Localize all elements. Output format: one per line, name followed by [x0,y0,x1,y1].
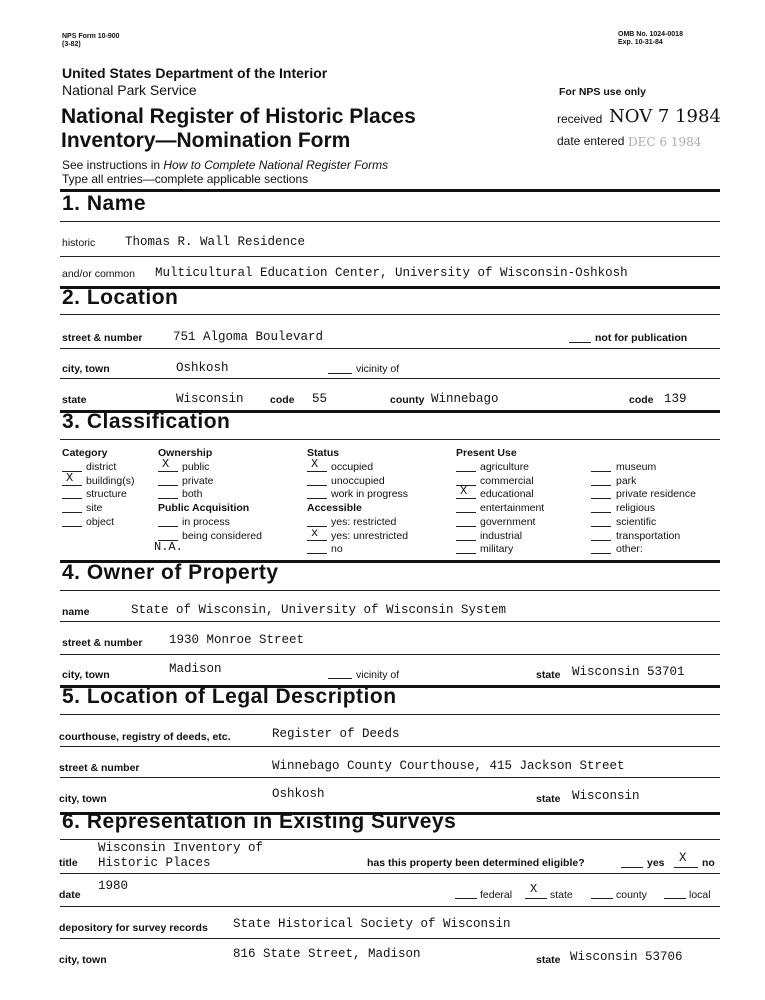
section-divider [60,189,720,192]
category-mark-1: X [66,470,74,485]
present-use-item-scientific: scientific [616,515,657,528]
not-for-publication-label: not for publication [595,332,688,344]
accessible-heading: Accessible [307,502,362,514]
depository-label: depository for survey records [59,922,208,934]
present-use-item-military: military [480,543,514,556]
owner-state-field[interactable]: Wisconsin 53701 [572,665,685,679]
present-use-item-educational: educational [480,488,534,501]
present-use-item-park: park [616,474,637,487]
legal-city-field[interactable]: Oshkosh [272,787,325,801]
legal-state-field[interactable]: Wisconsin [572,789,640,803]
rule [60,839,720,840]
ownership-checkbox-0[interactable] [158,471,178,472]
state-code-label: code [270,394,295,406]
present-use-checkbox-a5[interactable] [456,540,476,541]
status-item-0: occupied [331,461,374,473]
rule [60,314,720,315]
present-use-item-agriculture: agriculture [480,461,530,473]
present-use-item-government: government [480,515,536,528]
rule [60,378,720,379]
instructions-title: How to Complete National Register Forms [163,158,389,172]
present-use-checkbox-b5[interactable] [591,540,611,541]
ownership-item-2: both [182,488,203,501]
rule [60,938,720,939]
level-label-federal: federal [480,889,513,901]
category-checkbox-2[interactable] [62,498,82,499]
present-use-checkbox-a0[interactable] [456,471,476,472]
courthouse-label: courthouse, registry of deeds, etc. [59,731,231,743]
category-item-4: object [86,515,115,528]
owner-street-label: street & number [62,637,143,649]
instructions-line-1 [62,158,388,172]
yes-checkbox-line[interactable] [621,867,643,868]
acquisition-note: N.A. [154,540,183,554]
state-label: state [62,394,87,406]
form-title-line-2: Inventory—Nomination Form [61,129,351,152]
courthouse-field[interactable]: Register of Deeds [272,727,400,741]
level-checkbox-federal[interactable] [455,898,477,899]
present-use-checkbox-b2[interactable] [591,498,611,499]
present-use-checkbox-b4[interactable] [591,526,611,527]
owner-vicinity-label: vicinity of [356,669,400,681]
present-use-item-commercial: commercial [480,474,534,487]
present-use-item-entertainment: entertainment [480,502,545,515]
no-mark: X [679,851,687,865]
category-item-0: district [86,461,117,473]
category-checkbox-4[interactable] [62,526,82,527]
omb-number: OMB No. 1024-0018 [618,31,683,38]
accessible-checkbox-1[interactable] [307,540,327,541]
present-use-checkbox-b1[interactable] [591,485,611,486]
ownership-mark-0: X [162,457,170,471]
instructions-line-2: Type all entries—complete applicable sections [62,172,309,186]
level-label-county: county [616,889,647,901]
checkbox-line[interactable] [328,373,352,374]
present-use-item-transportation: transportation [616,529,681,542]
rule [60,256,720,257]
county-label: county [390,394,425,406]
accessible-item-0: yes: restricted [331,516,397,528]
acquisition-item-0: in process [182,516,230,528]
status-item-1: unoccupied [331,474,385,487]
level-checkbox-local[interactable] [664,898,686,899]
ownership-heading: Ownership [158,447,213,459]
ownership-checkbox-2[interactable] [158,498,178,499]
present-use-checkbox-b6[interactable] [591,553,611,554]
survey-state-label: state [536,954,561,966]
street-label: street & number [62,332,143,344]
survey-date-label: date [59,889,81,901]
owner-state-label: state [536,669,561,681]
no-label: no [702,857,715,869]
category-item-3: site [86,502,103,515]
legal-state-label: state [536,793,561,805]
common-name-field[interactable]: Multicultural Education Center, University of Wisconsin-Oshkosh [155,266,628,280]
received-label: received [557,112,603,126]
no-checkbox-line[interactable] [674,867,698,868]
section-4-title: 4. Owner of Property [62,561,279,584]
legal-street-field[interactable]: Winnebago County Courthouse, 415 Jackson Street [272,759,625,773]
level-checkbox-state[interactable] [525,898,547,899]
present-use-checkbox-a4[interactable] [456,526,476,527]
form-title-line-1: National Register of Historic Places [61,105,416,128]
survey-title-label: title [59,857,78,869]
rule [60,873,720,874]
present-use-checkbox-a3[interactable] [456,512,476,513]
acquisition-item-1: being considered [182,529,262,542]
status-item-2: work in progress [331,488,409,501]
ownership-item-1: private [182,474,214,487]
checkbox-line[interactable] [328,678,352,679]
instructions-prefix: See instructions in [62,158,164,172]
survey-title-field-line-2[interactable]: Historic Places [98,856,211,870]
rule [60,714,720,715]
survey-state-field[interactable]: Wisconsin 53706 [570,950,683,964]
section-1-title: 1. Name [62,192,147,215]
present-use-mark-a2: X [460,484,468,499]
vicinity-label: vicinity of [356,363,400,375]
present-use-checkbox-b0[interactable] [591,471,611,472]
section-5-title: 5. Location of Legal Description [62,685,397,708]
rule [60,777,720,778]
street-field[interactable]: 751 Algoma Boulevard [173,330,324,344]
eligible-question: has this property been determined eligible? [367,857,585,869]
owner-city-label: city, town [62,669,110,681]
present-use-item-other: other: [616,543,643,556]
level-label-state: state [550,889,573,901]
county-code-label: code [629,394,654,406]
rule [60,746,720,747]
form-number: NPS Form 10-900 [62,33,120,40]
present-use-checkbox-a2[interactable] [456,498,476,499]
service-name: National Park Service [62,82,197,98]
survey-date-field[interactable]: 1980 [98,879,129,893]
rule [60,348,720,349]
level-label-local: local [689,889,711,901]
status-heading: Status [307,447,340,459]
category-heading: Category [62,447,108,459]
present-use-item-privateresidence: private residence [616,488,696,501]
county-field[interactable]: Winnebago [431,392,499,406]
level-checkbox-county[interactable] [591,898,613,899]
form-revision: (3-82) [62,41,81,48]
survey-city-field[interactable]: 816 State Street, Madison [233,947,421,961]
status-mark-0: X [311,457,319,471]
received-stamp: NOV 7 1984 [609,106,721,127]
city-label: city, town [62,363,110,375]
status-checkbox-1[interactable] [307,485,327,486]
ownership-item-0: public [182,461,210,473]
legal-city-label: city, town [59,793,107,805]
historic-name-field[interactable]: Thomas R. Wall Residence [125,235,306,249]
yes-label: yes [647,857,665,869]
nps-use-label: For NPS use only [559,86,646,98]
category-item-2: structure [86,488,127,501]
present-use-checkbox-b3[interactable] [591,512,611,513]
omb-expiration: Exp. 10-31-84 [618,39,663,46]
owner-name-label: name [62,606,90,618]
rule [60,654,720,655]
ownership-checkbox-1[interactable] [158,485,178,486]
survey-city-label: city, town [59,954,107,966]
historic-label: historic [62,237,96,249]
accessible-checkbox-2[interactable] [307,553,327,554]
state-field[interactable]: Wisconsin [176,392,244,406]
category-checkbox-3[interactable] [62,512,82,513]
status-checkbox-2[interactable] [307,498,327,499]
rule [60,590,720,591]
category-checkbox-1[interactable] [62,485,82,486]
legal-street-label: street & number [59,762,140,774]
section-3-title: 3. Classification [62,410,231,433]
level-mark-state: X [530,882,538,896]
present-use-checkbox-a6[interactable] [456,553,476,554]
present-use-item-museum: museum [616,461,657,473]
county-code-field[interactable]: 139 [664,392,687,406]
rule [60,621,720,622]
section-6-title: 6. Representation in Existing Surveys [62,810,457,833]
date-entered-label: date entered [557,134,625,148]
acquisition-heading: Public Acquisition [158,502,250,514]
status-checkbox-0[interactable] [307,471,327,472]
department-name: United States Department of the Interior [62,65,328,81]
rule [60,221,720,222]
date-entered-stamp: DEC 6 1984 [628,135,702,149]
owner-name-field[interactable]: State of Wisconsin, University of Wisconsin System [131,603,507,617]
acquisition-checkbox-0[interactable] [158,526,178,527]
owner-street-field[interactable]: 1930 Monroe Street [169,633,305,647]
city-field[interactable]: Oshkosh [176,361,229,375]
state-code-field[interactable]: 55 [312,392,328,406]
rule [60,906,720,907]
accessible-item-1: yes: unrestricted [331,529,409,542]
accessible-item-2: no [331,543,343,556]
present-use-item-industrial: industrial [480,529,523,542]
section-2-title: 2. Location [62,286,179,309]
present-use-heading: Present Use [456,447,517,459]
present-use-item-religious: religious [616,502,656,515]
category-item-1: building(s) [86,474,135,487]
checkbox-line[interactable] [569,342,591,343]
common-name-label: and/or common [62,268,135,280]
rule [60,439,720,440]
owner-city-field[interactable]: Madison [169,662,222,676]
depository-field[interactable]: State Historical Society of Wisconsin [233,917,511,931]
survey-title-field-line-1[interactable]: Wisconsin Inventory of [98,841,264,855]
accessible-mark-1: x [311,525,319,540]
